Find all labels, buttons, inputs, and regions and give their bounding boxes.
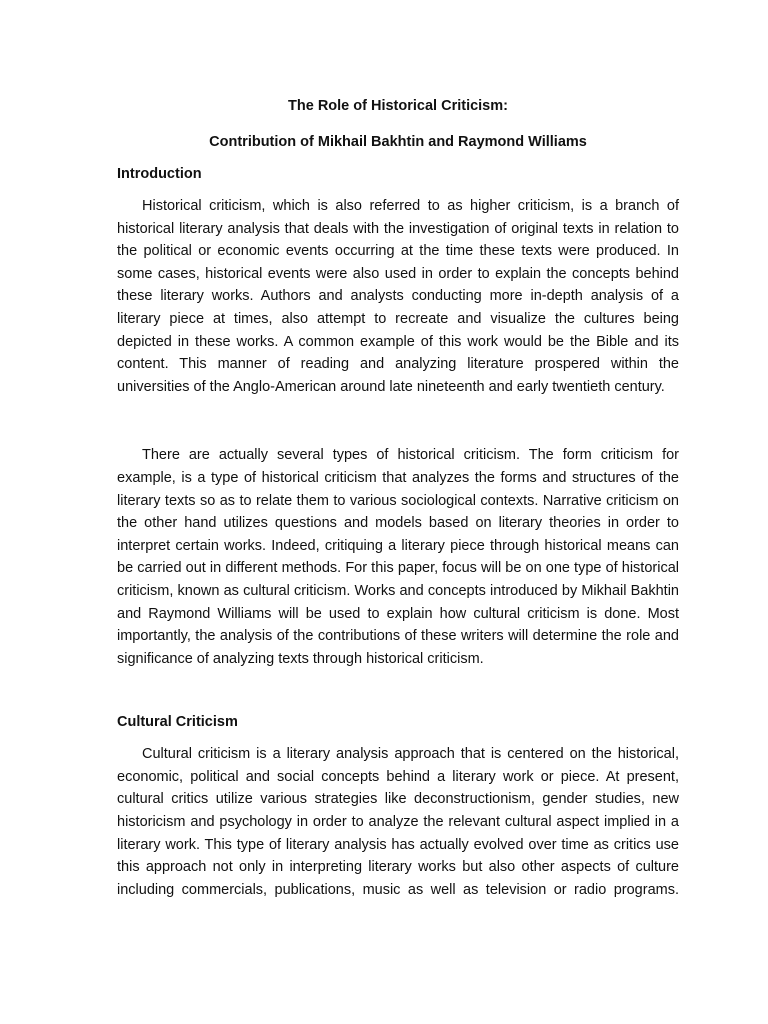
document-title: The Role of Historical Criticism: xyxy=(288,98,508,114)
paragraph: There are actually several types of historical criticism. The form criticism for example, is a type of historical criticism that analyzes the forms and structures of the literary texts so as to relate them to various sociological contexts. Narrative criticism on the other hand utilizes questions and models based on literary theories in order to interpret certain works. Indeed, critiquing a literary piece through historical means can be carried out in different methods. For this paper, focus will be on one type of historical criticism, known as cultural criticism. Works and concepts introduced by Mikhail Bakhtin and Raymond Williams will be used to explain how cultural criticism is done. Most importantly, the analysis of the contributions of these writers will determine the role and significance of analyzing texts through historical criticism. xyxy=(117,447,679,667)
section-heading-introduction: Introduction xyxy=(117,166,202,182)
paragraph: Cultural criticism is a literary analysis approach that is centered on the historical, economic, political and social concepts behind a literary work or piece. At present, cultural critics utilize various strategies like deconstructionism, gender studies, new historicism and psychology in order to analyze the relevant cultural aspect implied in a literary work. This type of literary analysis has actually evolved over time as critics use this approach not only in interpreting literary works but also other aspects of culture including commercials, publications, music as well as television or radio programs. xyxy=(117,746,679,898)
document-subtitle: Contribution of Mikhail Bakhtin and Raymond Williams xyxy=(209,134,587,150)
paragraph: Historical criticism, which is also referred to as higher criticism, is a branch of historical literary analysis that deals with the investigation of original texts in relation to the political or economic events occurring at the time these texts were produced. In some cases, historical events were also used in order to explain the concepts behind these literary works. Authors and analysts conducting more in-depth analysis of a literary piece at times, also attempt to recreate and visualize the cultures being depicted in these works. A common example of this work would be the Bible and its content. This manner of reading and analyzing literature prospered within the universities of the Anglo-American around late nineteenth and early twentieth century. xyxy=(117,198,679,395)
document-page xyxy=(117,95,679,901)
section-heading-cultural-criticism: Cultural Criticism xyxy=(117,714,238,731)
